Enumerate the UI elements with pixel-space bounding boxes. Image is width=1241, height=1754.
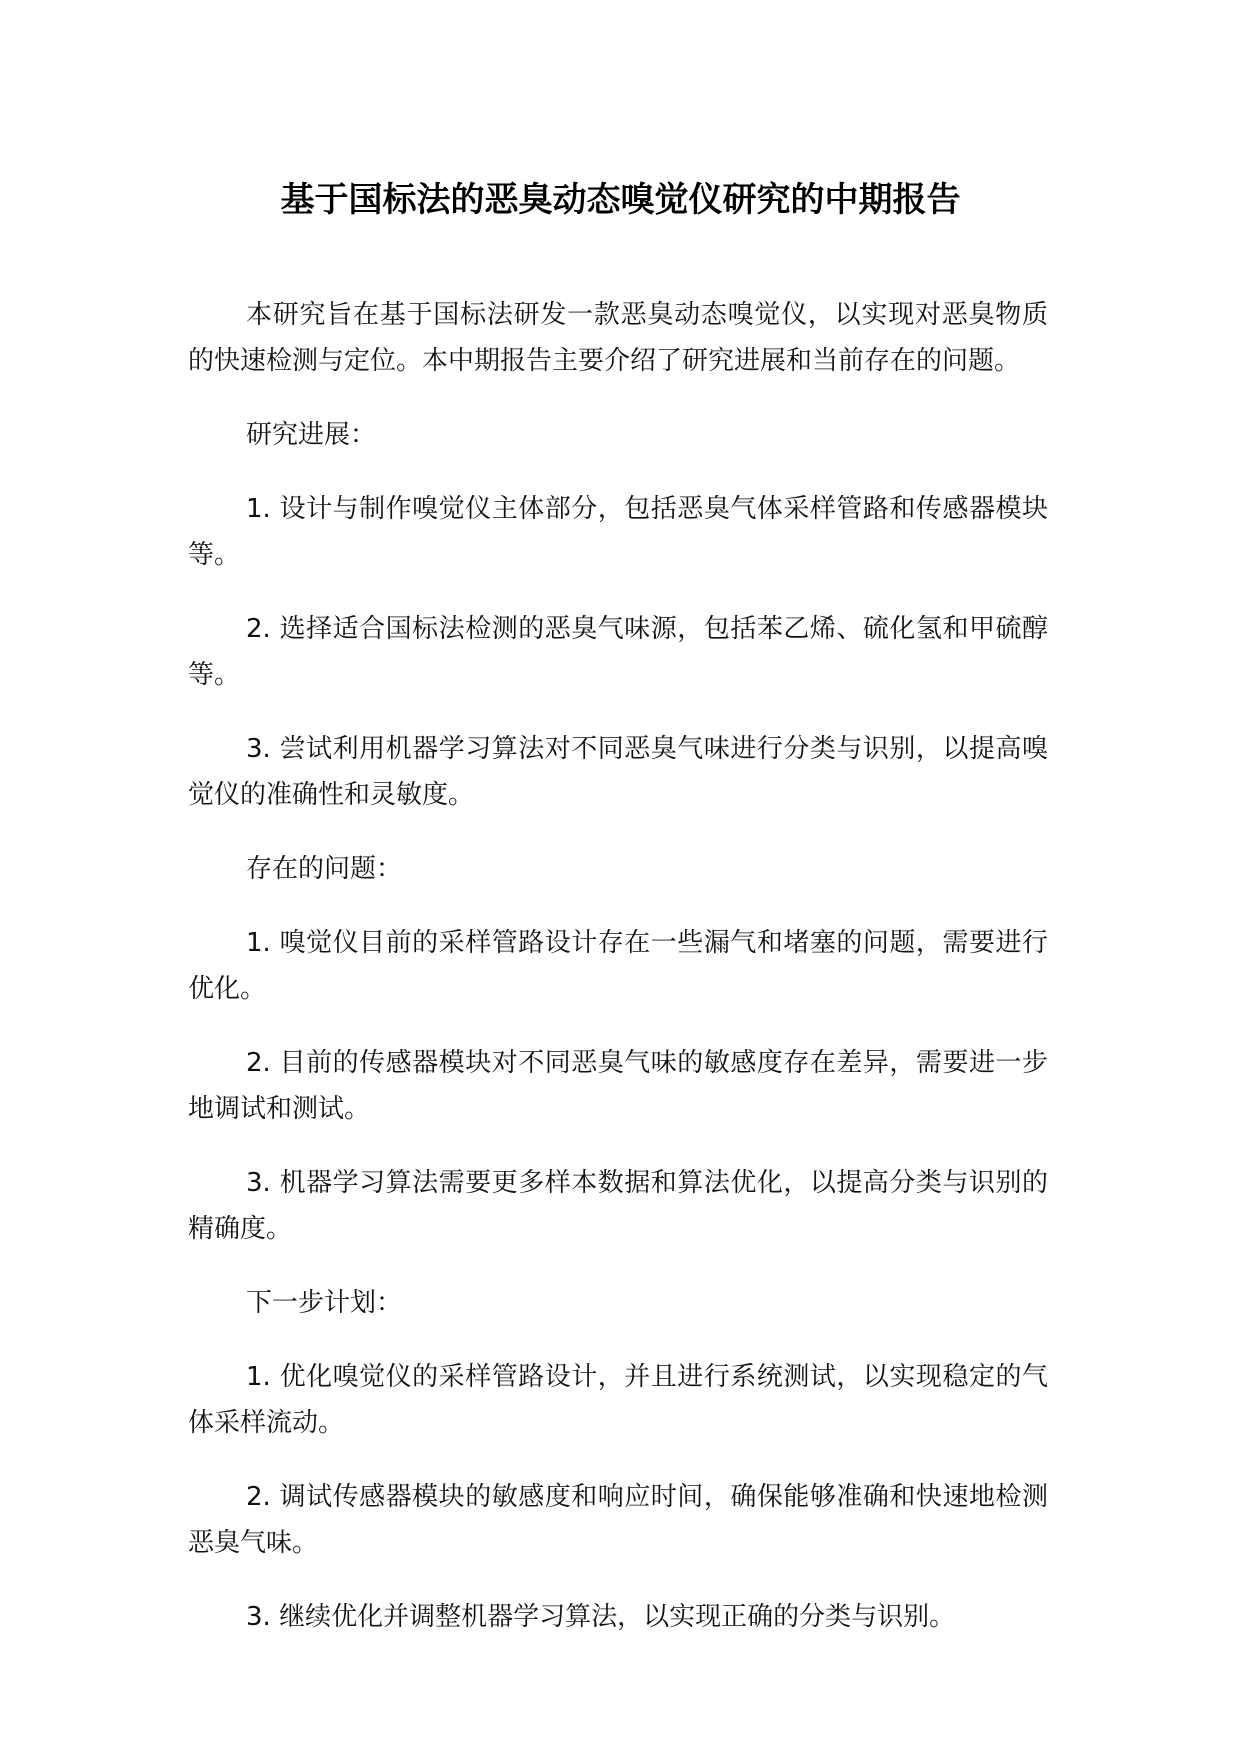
plan-item-3: 3. 继续优化并调整机器学习算法，以实现正确的分类与识别。 xyxy=(246,1602,956,1632)
intro-paragraph: 本研究旨在基于国标法研发一款恶臭动态嗅觉仪，以实现对恶臭物质的快速检测与定位。本中期报告主要介绍了研究进展和当前存在的问题。 xyxy=(188,300,1048,376)
problem-item-3: 3. 机器学习算法需要更多样本数据和算法优化，以提高分类与识别的精确度。 xyxy=(188,1168,1048,1244)
section-heading-progress: 研究进展： xyxy=(246,420,377,450)
progress-item-3: 3. 尝试利用机器学习算法对不同恶臭气味进行分类与识别，以提高嗅觉仪的准确性和灵敏度。 xyxy=(188,734,1048,810)
problem-item-2: 2. 目前的传感器模块对不同恶臭气味的敏感度存在差异，需要进一步地调试和测试。 xyxy=(188,1048,1048,1124)
document-title: 基于国标法的恶臭动态嗅觉仪研究的中期报告 xyxy=(280,180,961,220)
document-body xyxy=(188,292,1048,1668)
section-heading-plan: 下一步计划： xyxy=(246,1288,403,1318)
section-heading-problems: 存在的问题： xyxy=(246,854,403,884)
plan-item-1: 1. 优化嗅觉仪的采样管路设计，并且进行系统测试，以实现稳定的气体采样流动。 xyxy=(188,1362,1048,1438)
plan-item-2: 2. 调试传感器模块的敏感度和响应时间，确保能够准确和快速地检测恶臭气味。 xyxy=(188,1482,1048,1558)
progress-item-1: 1. 设计与制作嗅觉仪主体部分，包括恶臭气体采样管路和传感器模块等。 xyxy=(188,494,1048,570)
progress-item-2: 2. 选择适合国标法检测的恶臭气味源，包括苯乙烯、硫化氢和甲硫醇等。 xyxy=(188,614,1048,690)
problem-item-1: 1. 嗅觉仪目前的采样管路设计存在一些漏气和堵塞的问题，需要进行优化。 xyxy=(188,928,1048,1004)
